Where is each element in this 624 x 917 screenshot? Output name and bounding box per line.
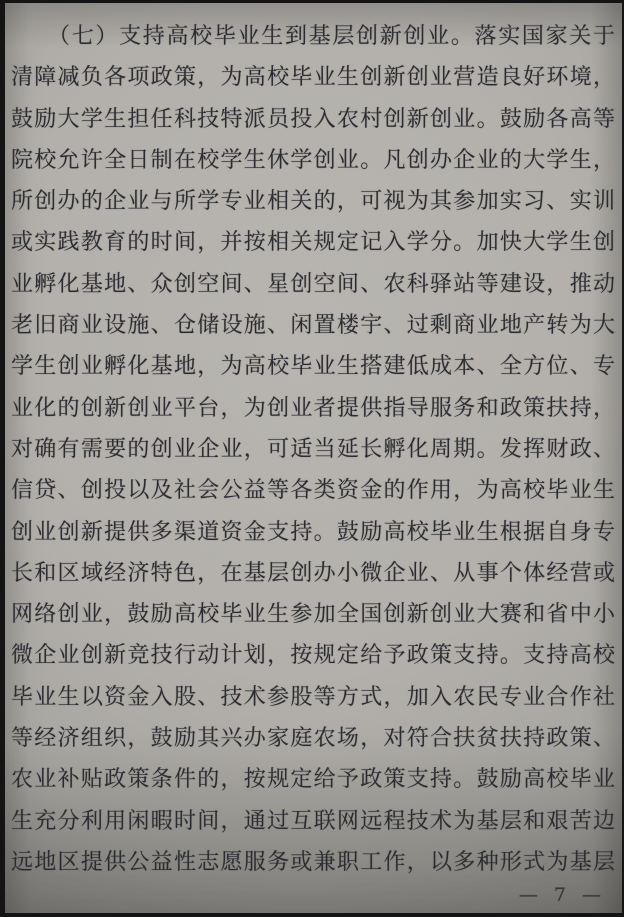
text-line: 业化的创新创业平台，为创业者提供指导服务和政策扶持，: [11, 395, 616, 421]
text-line: 老旧商业设施、仓储设施、闲置楼宇、过剩商业地产转为大: [11, 313, 616, 339]
text-line: 农业补贴政策条件的，按规定给予政策支持。鼓励高校毕业: [11, 767, 616, 793]
paragraph-body: [11, 16, 616, 883]
text-line: 学生创业孵化基地，为高校毕业生搭建低成本、全方位、专: [11, 354, 616, 380]
text-line: 网络创业，鼓励高校毕业生参加全国创新创业大赛和省中小: [11, 602, 616, 628]
text-line: 创业创新提供多渠道资金支持。鼓励高校毕业生根据自身专: [11, 519, 616, 545]
text-line: 生充分利用闲暇时间，通过互联网远程技术为基层和艰苦边: [11, 808, 616, 834]
text-line: 院校允许全日制在校学生休学创业。凡创办企业的大学生，: [11, 147, 616, 173]
text-line: （七）支持高校毕业生到基层创新创业。落实国家关于: [48, 24, 616, 49]
text-line: 微企业创新竞技行动计划，按规定给予政策支持。支持高校: [11, 643, 616, 669]
text-line: 对确有需要的创业企业，可适当延长孵化周期。发挥财政、: [11, 436, 616, 462]
text-line: 信贷、创投以及社会公益等各类资金的作用，为高校毕业生: [11, 478, 616, 504]
text-line: 业孵化基地、众创空间、星创空间、农科驿站等建设，推动: [11, 271, 616, 297]
text-line: 或实践教育的时间，并按相关规定记入学分。加快大学生创: [11, 230, 616, 256]
text-line: 长和区域经济特色，在基层创办小微企业、从事个体经营或: [11, 560, 616, 586]
text-line: 毕业生以资金入股、技术参股等方式，加入农民专业合作社: [11, 684, 616, 710]
text-line: 所创办的企业与所学专业相关的，可视为其参加实习、实训: [11, 189, 616, 215]
paper-surface: [5, 3, 622, 913]
text-line: 清障减负各项政策，为高校毕业生创新创业营造良好环境，: [11, 65, 616, 91]
page-number: — 7 —: [518, 884, 606, 906]
text-line: 远地区提供公益性志愿服务或兼职工作，以多种形式为基层: [11, 849, 616, 875]
text-line: 等经济组织，鼓励其兴办家庭农场，对符合扶贫扶持政策、: [11, 726, 616, 752]
text-line: 鼓励大学生担任科技特派员投入农村创新创业。鼓励各高等: [11, 106, 616, 132]
